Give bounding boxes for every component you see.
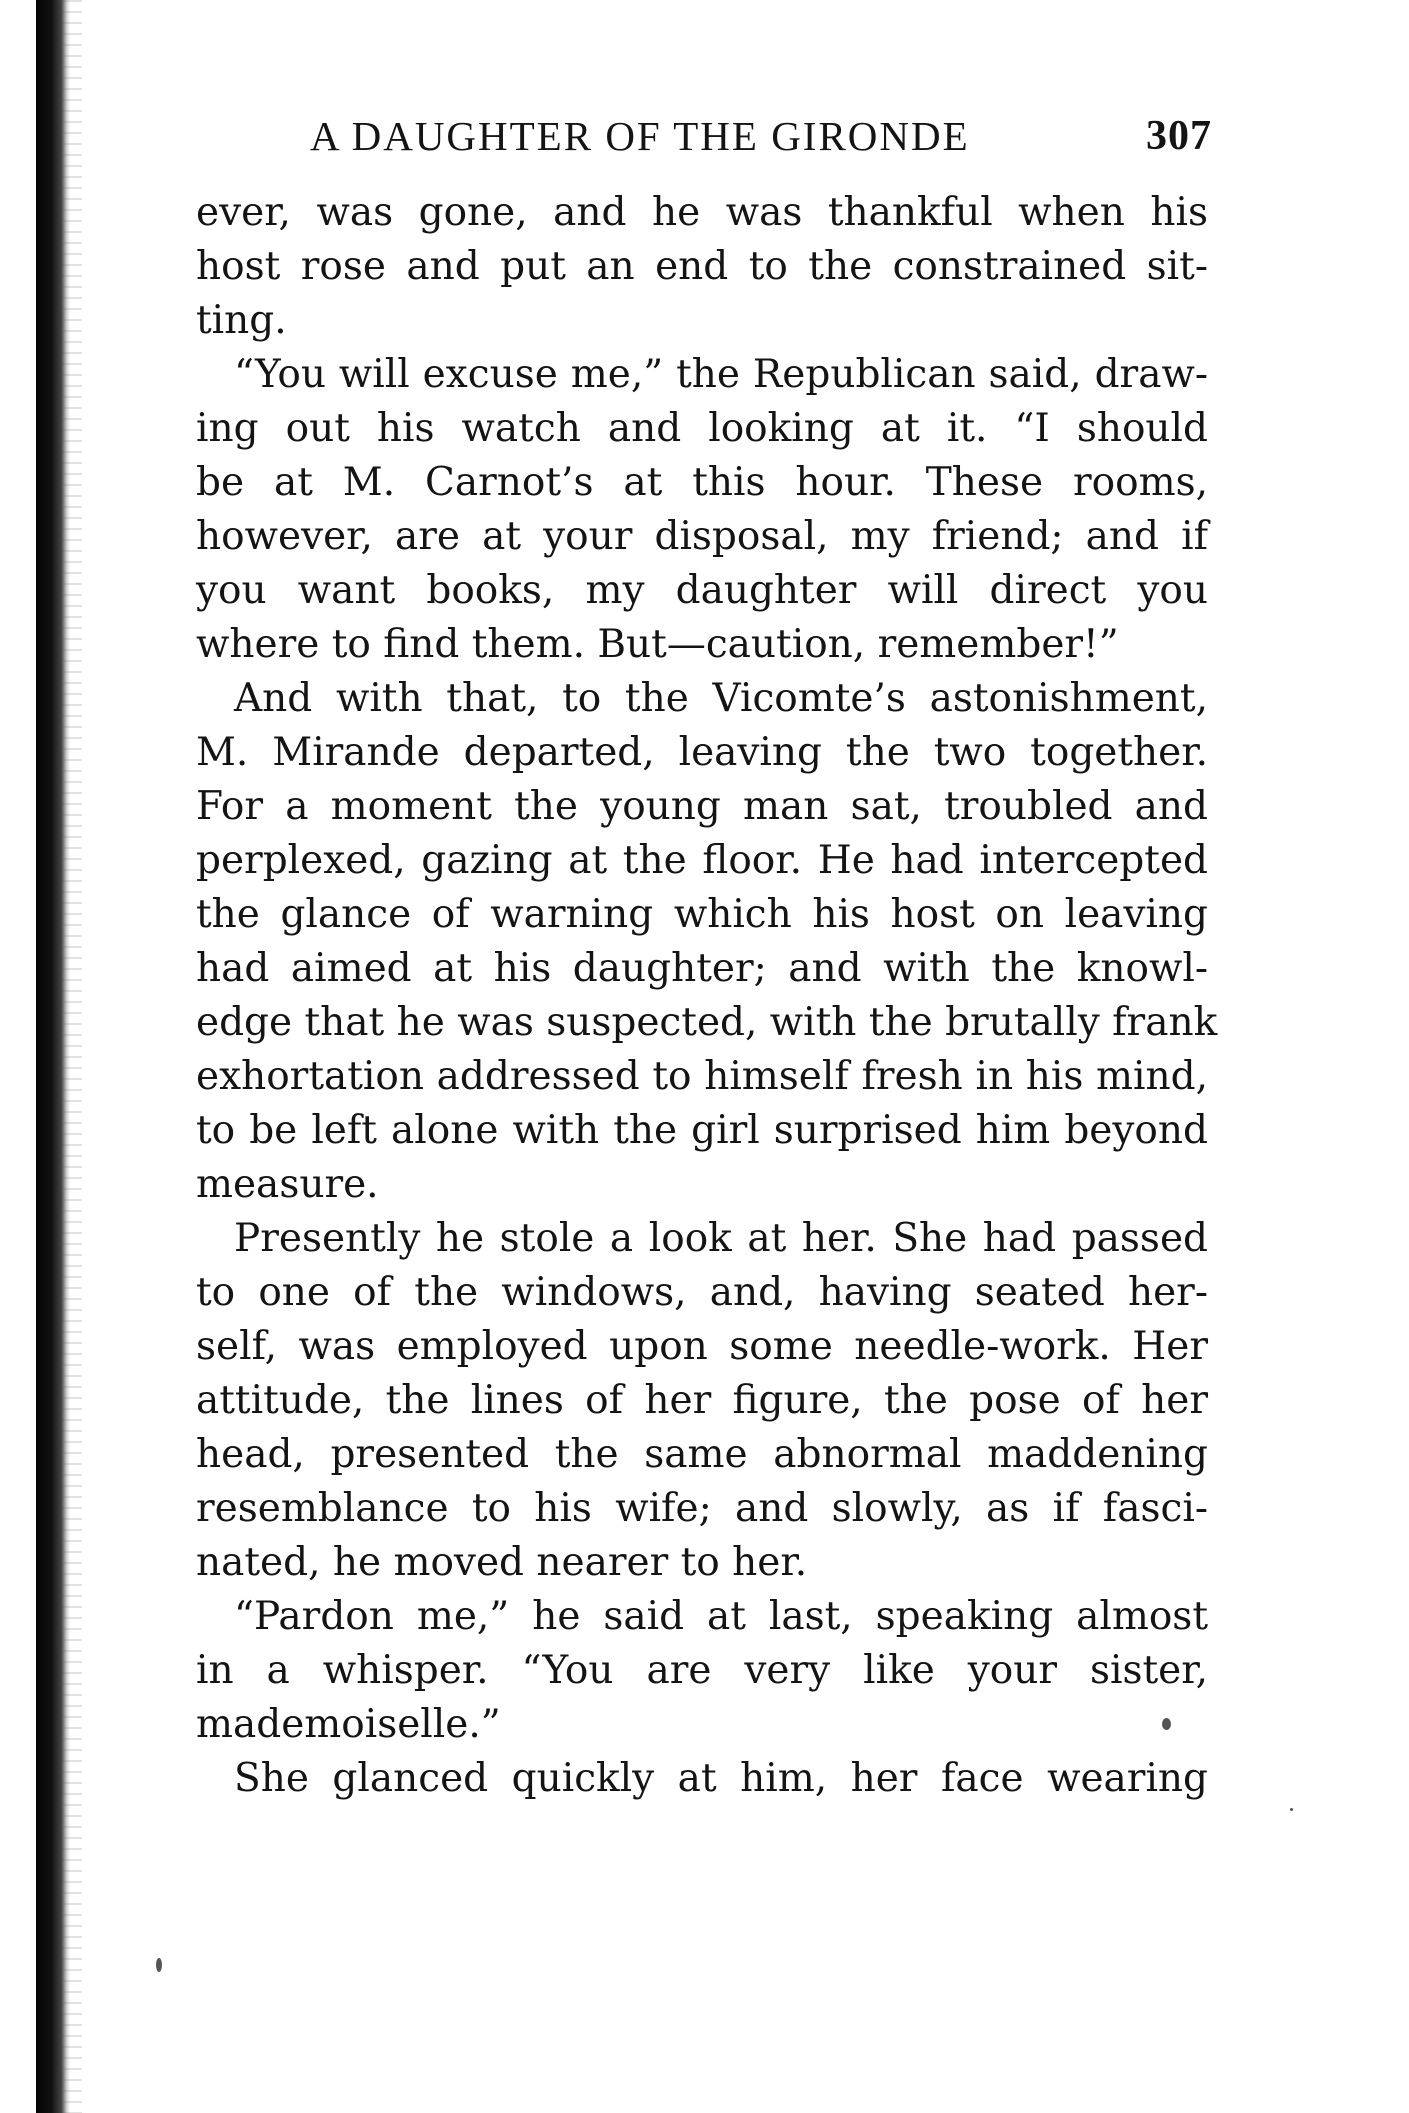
binding-gutter-texture	[62, 0, 82, 2113]
text-line: “You will excuse me,” the Republican said, draw-	[234, 352, 1208, 397]
running-head-title: A DAUGHTER OF THE GIRONDE	[310, 113, 970, 159]
text-line: She glanced quickly at him, her face wearing	[234, 1756, 1208, 1801]
text-line: attitude, the lines of her figure, the pose of her	[196, 1378, 1208, 1423]
text-line: to be left alone with the girl surprised him beyond	[196, 1108, 1208, 1153]
text-line: M. Mirande departed, leaving the two together.	[196, 730, 1208, 775]
text-line: the glance of warning which his host on leaving	[196, 892, 1208, 937]
text-line: host rose and put an end to the constrained sit-	[196, 244, 1208, 289]
text-line: however, are at your disposal, my friend; and if	[196, 514, 1208, 559]
text-line: nated, he moved nearer to her.	[196, 1540, 808, 1585]
text-line: measure.	[196, 1162, 379, 1207]
text-line: resemblance to his wife; and slowly, as if fasci-	[196, 1486, 1208, 1531]
text-line: where to find them. But—caution, remember!”	[196, 622, 1119, 667]
paper-speck	[156, 1958, 162, 1972]
paper-speck	[1162, 1718, 1171, 1730]
text-line: ing out his watch and looking at it. “I should	[196, 406, 1208, 451]
body-text	[196, 186, 1218, 1806]
page-number: 307	[1146, 113, 1212, 159]
paper-speck	[1290, 1808, 1293, 1811]
text-line: And with that, to the Vicomte’s astonishment,	[234, 676, 1208, 721]
text-line: Presently he stole a look at her. She had passed	[234, 1216, 1208, 1261]
text-line: mademoiselle.”	[196, 1702, 501, 1747]
text-line: head, presented the same abnormal maddening	[196, 1432, 1208, 1477]
text-line: you want books, my daughter will direct you	[196, 568, 1208, 613]
text-line: ting.	[196, 298, 287, 343]
text-line: in a whisper. “You are very like your sister,	[196, 1648, 1208, 1693]
text-line: perplexed, gazing at the floor. He had intercepted	[196, 838, 1208, 883]
text-line: had aimed at his daughter; and with the knowl-	[196, 946, 1208, 991]
text-line: For a moment the young man sat, troubled and	[196, 784, 1208, 829]
text-line: be at M. Carnot’s at this hour. These rooms,	[196, 460, 1208, 505]
text-line: exhortation addressed to himself fresh in his mind,	[196, 1054, 1208, 1099]
running-head	[310, 108, 1212, 164]
text-line: self, was employed upon some needle-work. Her	[196, 1324, 1208, 1369]
text-line: to one of the windows, and, having seated her-	[196, 1270, 1208, 1315]
text-line: ever, was gone, and he was thankful when his	[196, 190, 1208, 235]
text-line: edge that he was suspected, with the brutally frank	[196, 1000, 1218, 1045]
text-line: “Pardon me,” he said at last, speaking almost	[234, 1594, 1208, 1639]
